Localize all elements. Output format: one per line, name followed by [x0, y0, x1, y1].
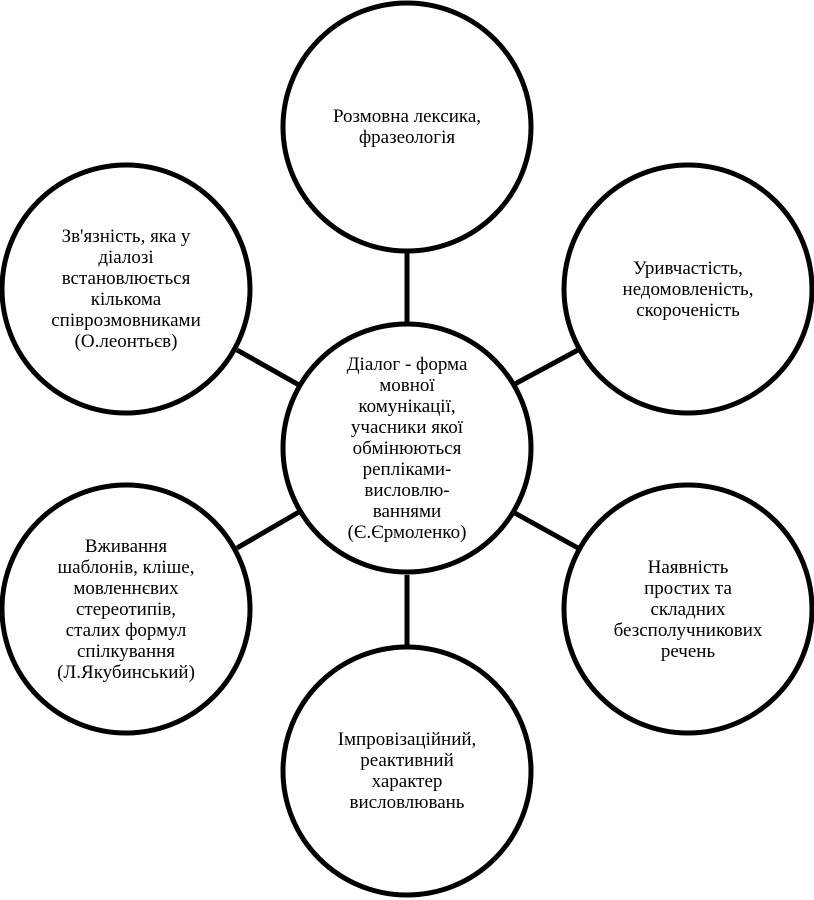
upper-right-line: скороченість: [636, 299, 740, 321]
bottom-node-text: [307, 711, 507, 831]
lower-left-node-text: [26, 529, 226, 689]
lower-left-line: сталих формул: [65, 619, 187, 641]
top-line: фразеологія: [358, 127, 456, 148]
bottom-line: висловлювань: [349, 792, 465, 813]
top-line: Розмовна лексика,: [332, 106, 482, 127]
bottom-line: характер: [371, 771, 443, 792]
center-line: (Є.Єрмоленко): [347, 521, 467, 543]
connector-lower-left: [237, 512, 299, 548]
lower-left-line: мовленнєвих: [73, 577, 179, 599]
center-line: Діалог - форма: [346, 353, 468, 375]
upper-left-line: встановлюється: [61, 268, 191, 289]
lower-right-line: Наявність: [647, 556, 729, 578]
center-line: репліками-: [362, 458, 452, 480]
upper-right-node-text: [588, 229, 788, 349]
connector-lower-right: [513, 512, 578, 548]
connector-upper-left: [237, 350, 299, 385]
lower-left-line: стереотипів,: [76, 598, 176, 620]
connector-upper-right: [513, 350, 578, 385]
center-line: обмінюються: [352, 437, 462, 459]
lower-left-line: спілкування: [76, 640, 176, 662]
upper-right-line: Уривчастість,: [633, 257, 743, 279]
center-line: мовної: [379, 374, 435, 396]
lower-right-node-text: [588, 539, 788, 679]
upper-left-line: співрозмовниками: [51, 310, 201, 331]
upper-left-line: діалозі: [98, 247, 154, 268]
bottom-line: Імпровізаційний,: [337, 729, 477, 750]
center-line: комунікації,: [358, 395, 456, 417]
lower-right-line: простих та: [644, 577, 732, 599]
center-line: ваннями: [372, 500, 442, 522]
center-node-text: [307, 338, 507, 558]
upper-right-line: недомовленість,: [622, 278, 754, 300]
lower-left-line: шаблонів, кліше,: [57, 556, 195, 578]
bottom-line: реактивний: [360, 750, 454, 771]
upper-left-line: кількома: [90, 289, 162, 310]
lower-right-line: складних: [650, 598, 726, 620]
lower-left-line: Вживання: [84, 535, 168, 557]
upper-left-node-text: [26, 219, 226, 359]
center-line: учасники якої: [350, 416, 464, 438]
top-node-text: [307, 77, 507, 177]
upper-left-line: (О.леонтьєв): [74, 331, 178, 352]
upper-left-line: Зв'язність, яка у: [61, 226, 191, 247]
lower-right-line: безсполучникових: [613, 619, 763, 641]
lower-left-line: (Л.Якубинський): [57, 661, 195, 683]
lower-right-line: речень: [660, 640, 716, 662]
center-line: висловлю-: [364, 479, 450, 501]
